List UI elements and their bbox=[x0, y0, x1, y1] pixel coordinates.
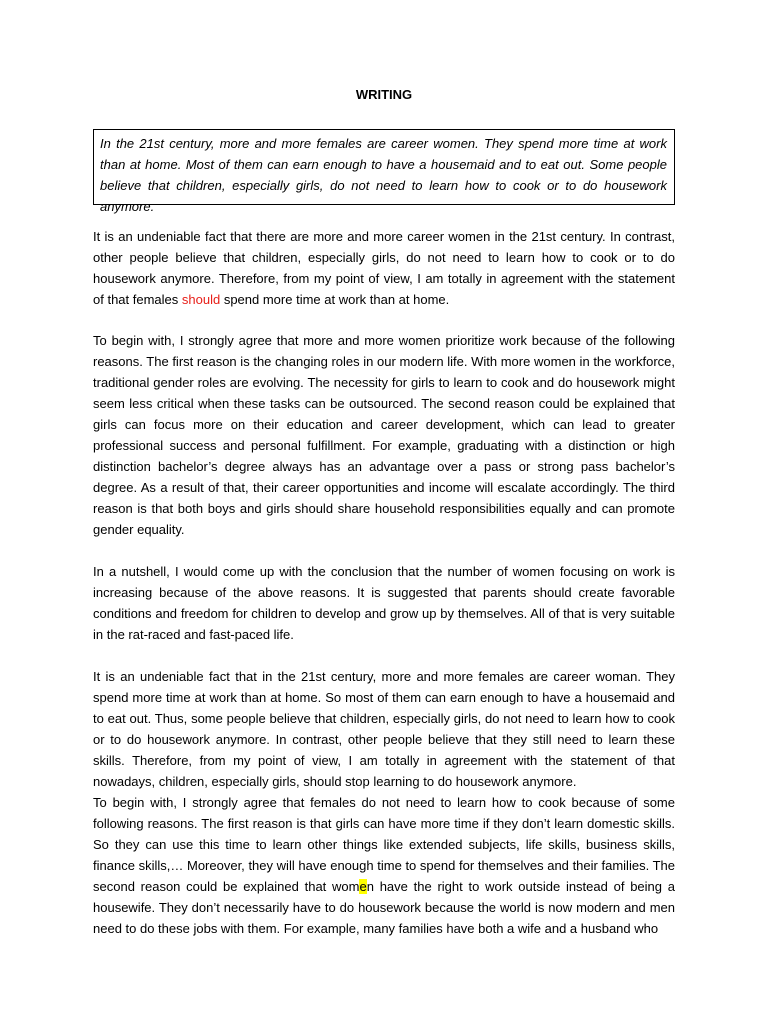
highlighted-letter: e bbox=[359, 879, 367, 894]
paragraph-intro-text-end: spend more time at work than at home. bbox=[220, 292, 450, 307]
paragraph-intro-text-start: It is an undeniable fact that there are more and more career women in the 21st century. In contrast, other people believe that children, especially girls, do not need to learn how to cook or to do housework anymore. Therefore, from my point of view, I am totally in agreement with the statement of that females bbox=[93, 229, 675, 307]
paragraph-conclusion bbox=[93, 561, 675, 645]
second-essay-intro-text: It is an undeniable fact that in the 21st century, more and more females are career woman. They spend more time at work than at home. So most of them can earn enough to have a housemaid and to eat out. Thus, some people believe that children, especially girls, do not need to learn how to cook or to do housework anymore. In contrast, other people believe that they still need to learn these skills. Therefore, from my point of view, I am totally in agreement with the statement of that nowadays, children, especially girls, should stop learning to do housework anymore. bbox=[93, 669, 675, 789]
second-essay-reasons-text-start: To begin with, I strongly agree that females do not need to learn how to cook because of some following reasons. The first reason is that girls can have more time if they don’t learn domestic skills. So they can use this time to learn other things like extended subjects, life skills, business skills, finance skills,… Moreover, they will have enough time to spend for themselves and their families. The second reason could be explained that wom bbox=[93, 795, 675, 894]
prompt-box bbox=[93, 129, 675, 214]
paragraph-conclusion-text: In a nutshell, I would come up with the conclusion that the number of women focusing on work is increasing because of the above reasons. It is suggested that parents should create favorable conditions and freedom for children to develop and grow up by themselves. All of that is very suitable in the rat-raced and fast-paced life. bbox=[93, 564, 675, 642]
paragraph-intro bbox=[93, 226, 675, 310]
second-essay-reasons bbox=[93, 792, 675, 939]
second-essay-reasons-text-end: n have the right to work outside instead of being a housewife. They don’t necessarily have to do housework because the world is now modern and men need to do these jobs with them. For example, many families have both a wife and a husband who bbox=[93, 879, 675, 936]
document-title: WRITING bbox=[355, 87, 413, 102]
second-essay bbox=[93, 666, 675, 939]
prompt-text: In the 21st century, more and more females are career women. They spend more time at work than at home. Most of them can earn enough to have a housemaid and to eat out. Some people believe that children, especially girls, do not need to learn how to cook or to do housework anymore. bbox=[100, 136, 667, 214]
emphasis-word: should bbox=[181, 292, 221, 307]
paragraph-reasons-text: To begin with, I strongly agree that more and more women prioritize work because of the following reasons. The first reason is the changing roles in our modern life. With more women in the workforce, traditional gender roles are evolving. The necessity for girls to learn to cook and do housework might seem less critical when these tasks can be outsourced. The second reason could be explained that girls can focus more on their education and career development, which can lead to greater professional success and personal fulfillment. For example, graduating with a distinction or high distinction bachelor’s degree always has an advantage over a pass or strong pass bachelor’s degree. As a result of that, their career opportunities and income will escalate accordingly. The third reason is that both boys and girls should share household responsibilities equally and can promote gender equality. bbox=[93, 333, 675, 537]
paragraph-reasons bbox=[93, 330, 675, 540]
